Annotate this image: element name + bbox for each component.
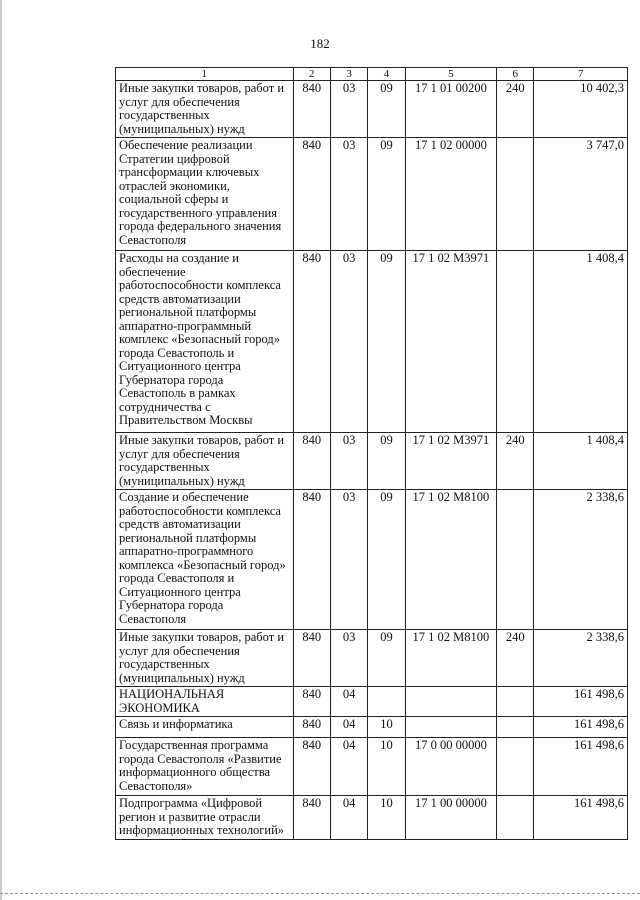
header-col-7: 7	[534, 68, 628, 81]
cell-subsection: 09	[368, 138, 405, 251]
cell-expense-type: 240	[497, 630, 534, 687]
cell-target: 17 0 00 00000	[405, 738, 496, 796]
header-col-3: 3	[330, 68, 367, 81]
cell-section: 03	[330, 630, 367, 687]
cell-expense-type	[497, 738, 534, 796]
cell-section: 03	[330, 138, 367, 251]
cell-section: 03	[330, 433, 367, 490]
cell-target	[405, 687, 496, 717]
cell-subsection: 10	[368, 796, 405, 840]
cell-subsection: 10	[368, 717, 405, 738]
cell-amount: 2 338,6	[534, 490, 628, 630]
cell-name: Связь и информатика	[116, 717, 294, 738]
cell-target: 17 1 02 00000	[405, 138, 496, 251]
header-col-6: 6	[497, 68, 534, 81]
cell-target: 17 1 00 00000	[405, 796, 496, 840]
table-row	[116, 738, 628, 796]
cell-name: Иные закупки товаров, работ и услуг для обеспечения государственных (муниципальных) нужд	[116, 81, 294, 138]
table-row	[116, 630, 628, 687]
cell-section: 04	[330, 717, 367, 738]
table-row	[116, 490, 628, 630]
cell-target	[405, 717, 496, 738]
table-row	[116, 433, 628, 490]
cell-name: НАЦИОНАЛЬНАЯ ЭКОНОМИКА	[116, 687, 294, 717]
cell-amount: 161 498,6	[534, 738, 628, 796]
cell-ministry: 840	[293, 433, 330, 490]
cell-ministry: 840	[293, 490, 330, 630]
cell-ministry: 840	[293, 796, 330, 840]
scan-left-edge	[0, 0, 2, 900]
cell-ministry: 840	[293, 738, 330, 796]
cell-section: 03	[330, 81, 367, 138]
cell-subsection: 09	[368, 490, 405, 630]
header-col-2: 2	[293, 68, 330, 81]
cell-target: 17 1 02 М3971	[405, 251, 496, 433]
cell-section: 03	[330, 251, 367, 433]
cell-subsection: 09	[368, 433, 405, 490]
cell-expense-type	[497, 796, 534, 840]
cell-amount: 1 408,4	[534, 433, 628, 490]
cell-target: 17 1 02 М8100	[405, 490, 496, 630]
cell-subsection: 09	[368, 630, 405, 687]
cell-subsection: 09	[368, 81, 405, 138]
cell-expense-type	[497, 138, 534, 251]
cell-section: 03	[330, 490, 367, 630]
cell-section: 04	[330, 738, 367, 796]
table-row	[116, 251, 628, 433]
cell-ministry: 840	[293, 717, 330, 738]
cell-ministry: 840	[293, 687, 330, 717]
table-row	[116, 796, 628, 840]
table-row	[116, 138, 628, 251]
cell-subsection	[368, 687, 405, 717]
table-row	[116, 687, 628, 717]
header-col-4: 4	[368, 68, 405, 81]
cell-name: Государственная программа города Севастополя «Развитие информационного общества Севастополя»	[116, 738, 294, 796]
cell-expense-type	[497, 251, 534, 433]
cell-target: 17 1 01 00200	[405, 81, 496, 138]
table-row	[116, 81, 628, 138]
header-col-5: 5	[405, 68, 496, 81]
cell-ministry: 840	[293, 81, 330, 138]
cell-amount: 161 498,6	[534, 717, 628, 738]
cell-subsection: 10	[368, 738, 405, 796]
cell-amount: 1 408,4	[534, 251, 628, 433]
cell-name: Расходы на создание и обеспечение работоспособности комплекса средств автоматизации региональной платформы аппаратно-программный комплекс «Безопасный город» города Севастополь и Ситуационного центра Губернатора города Севастополь в рамках сотрудничества с Правительством Москвы	[116, 251, 294, 433]
cell-section: 04	[330, 687, 367, 717]
budget-table	[115, 67, 628, 840]
cell-expense-type: 240	[497, 433, 534, 490]
cell-amount: 10 402,3	[534, 81, 628, 138]
cell-expense-type: 240	[497, 81, 534, 138]
cell-name: Обеспечение реализации Стратегии цифровой трансформации ключевых отраслей экономики, социальной сферы и государственного управления города федерального значения Севастополя	[116, 138, 294, 251]
cell-target: 17 1 02 М3971	[405, 433, 496, 490]
cell-expense-type	[497, 687, 534, 717]
cell-expense-type	[497, 490, 534, 630]
cell-amount: 3 747,0	[534, 138, 628, 251]
header-row	[116, 68, 628, 81]
cell-name: Создание и обеспечение работоспособности комплекса средств автоматизации региональной платформы аппаратно-программного комплекса «Безопасный город» города Севастополя и Ситуационного центра Губернатора города Севастополя	[116, 490, 294, 630]
page-number: 182	[310, 36, 330, 51]
scan-bottom-border	[0, 893, 640, 894]
table-row	[116, 717, 628, 738]
cell-subsection: 09	[368, 251, 405, 433]
cell-ministry: 840	[293, 251, 330, 433]
cell-target: 17 1 02 М8100	[405, 630, 496, 687]
cell-ministry: 840	[293, 630, 330, 687]
cell-amount: 161 498,6	[534, 687, 628, 717]
cell-amount: 2 338,6	[534, 630, 628, 687]
header-col-1: 1	[116, 68, 294, 81]
cell-section: 04	[330, 796, 367, 840]
cell-expense-type	[497, 717, 534, 738]
cell-name: Подпрограмма «Цифровой регион и развитие отрасли информационных технологий»	[116, 796, 294, 840]
cell-amount: 161 498,6	[534, 796, 628, 840]
cell-ministry: 840	[293, 138, 330, 251]
cell-name: Иные закупки товаров, работ и услуг для обеспечения государственных (муниципальных) нужд	[116, 433, 294, 490]
cell-name: Иные закупки товаров, работ и услуг для обеспечения государственных (муниципальных) нужд	[116, 630, 294, 687]
